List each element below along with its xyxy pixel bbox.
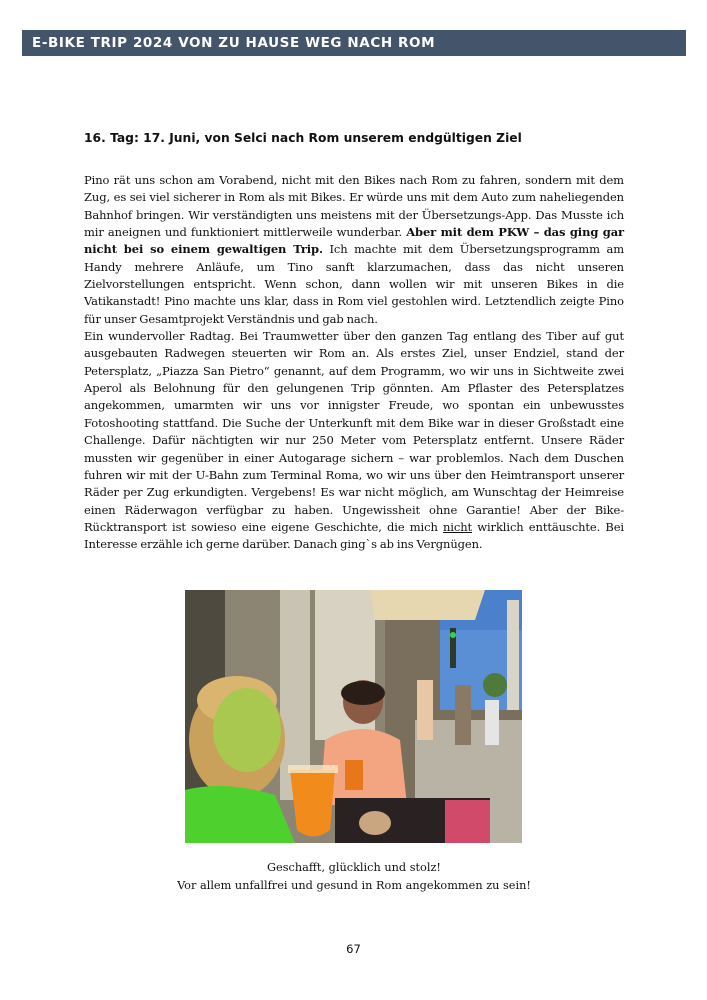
paragraph-1-text-b: Ich machte mit dem Übersetzungsprogramm am Handy mehrere Anläufe, um Tino sanft klarzumachen, dass das nicht unseren Zielvorstellungen entspricht. Wenn schon, dann wollen wir mit unseren Bikes in die Vatikanstadt! Pino machte uns klar, dass in Rom viel gestohlen wird. Letztendlich zeigte Pino für unser Gesamtprojekt Verständnis und gab nach. xyxy=(84,242,625,326)
paragraph-2-text-b: wirklich enttäuschte. Bei Interesse erzähle ich gerne darüber. Danach ging`s ab ins Vergnügen. xyxy=(84,519,624,552)
paragraph-1 xyxy=(84,172,624,328)
paragraph-1-text-a: Pino rät uns schon am Vorabend, nicht mit den Bikes nach Rom zu fahren, sondern mit dem Zug, es sei viel sicherer in Rom als mit Bikes. Er würde uns mit dem Auto zum naheliegenden Bahnhof bringen. Wir verständigten uns meistens mit der Übersetzungs-App. Das Musste ich mir aneignen und funktioniert mittlerweile wunderbar. xyxy=(84,173,624,240)
caption-line-2: Vor allem unfallfrei und gesund in Rom angekommen zu sein! xyxy=(177,879,531,892)
body-text xyxy=(84,172,624,554)
paragraph-2-underline: nicht xyxy=(442,519,473,534)
paragraph-1-bold: Aber mit dem PKW – das ging gar nicht bei so einem gewaltigen Trip. xyxy=(84,225,624,257)
chapter-title: 16. Tag: 17. Juni, von Selci nach Rom unserem endgültigen Ziel xyxy=(84,131,522,145)
header-bar xyxy=(22,30,686,56)
paragraph-2-text-a: Ein wundervoller Radtag. Bei Traumwetter über den ganzen Tag entlang des Tiber auf gut ausgebauten Radwegen steuerten wir Rom an. Als erstes Ziel, unser Endziel, stand der Petersplatz, „Piazza San Pietro“ genannt, auf dem Programm, wo wir uns in Sichtweite zwei Aperol als Belohnung für den gelungenen Trip gönnten. Am Pflaster des Petersplatzes angekommen, umarmten wir uns vor innigster Freude, wo spontan ein unbewusstes Fotoshooting stattfand. Die Suche der Unterkunft mit dem Bike war in dieser Großstadt eine Challenge. Dafür nächtigten wir nur 250 Meter vom Petersplatz entfernt. Unsere Räder mussten wir gegenüber in einer Autogarage sichern – war problemlos. Nach dem Duschen fuhren wir mit der U-Bahn zum Terminal Roma, wo wir uns über den Heimtransport unserer Räder per Zug erkundigten. Vergebens! Es war nicht möglich, am Wunschtag der Heimreise einen Räderwagon verfügbar zu haben. Ungewissheit ohne Garantie! Aber der Bike-Rücktransport ist sowieso eine eigene Geschichte, die mich xyxy=(84,329,624,534)
photo-caption xyxy=(84,859,624,895)
selfie-photo xyxy=(185,590,522,843)
header-title: E-BIKE TRIP 2024 VON ZU HAUSE WEG NACH ROM xyxy=(32,35,436,51)
page-number: 67 xyxy=(346,942,361,956)
paragraph-2 xyxy=(84,328,624,553)
caption-line-1: Geschafft, glücklich und stolz! xyxy=(267,861,441,874)
